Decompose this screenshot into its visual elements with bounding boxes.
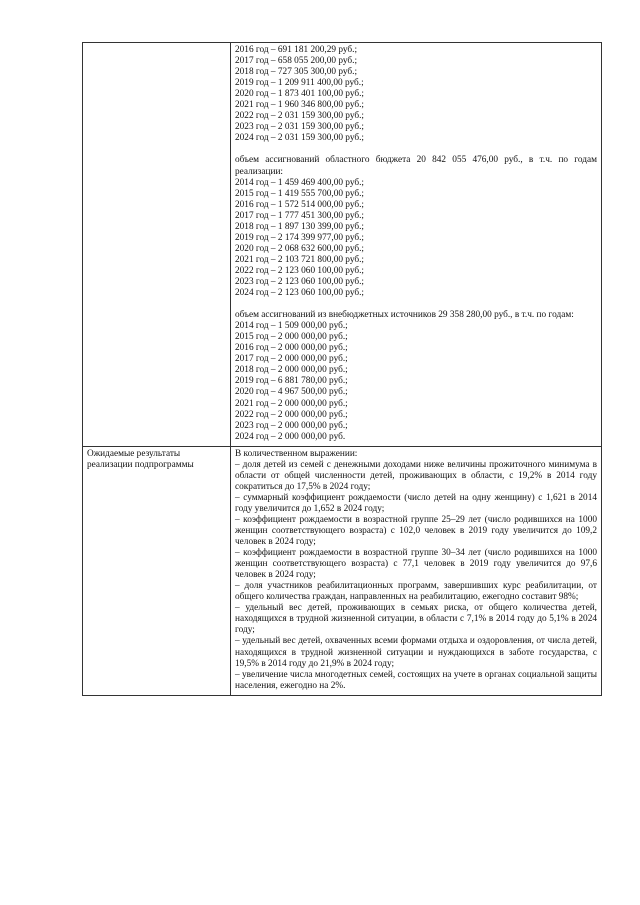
text-line: 2014 год – 1 509 000,00 руб.;	[235, 321, 348, 332]
text-line: 2022 год – 2 123 060 100,00 руб.;	[235, 265, 364, 276]
paragraph: – доля детей из семей с денежными доходами ниже величины прожиточного минимума в области от общей численности детей, проживающих в области, с 19,2% в 2014 году сократиться до 17,5% в 2024 году;	[235, 459, 597, 492]
text-line: 2023 год – 2 031 159 300,00 руб.;	[235, 122, 364, 133]
row-label: Ожидаемые результаты реализации подпрограммы	[87, 448, 194, 470]
paragraph: – доля участников реабилитационных программ, завершивших курс реабилитации, от общего количества граждан, направленных на реабилитацию, ежегодно составит 98%;	[235, 581, 597, 603]
row-content-cell	[231, 446, 602, 695]
text-line: 2019 год – 1 209 911 400,00 руб.;	[235, 78, 364, 89]
text-line: 2020 год – 4 967 500,00 руб.;	[235, 387, 348, 398]
text-line: 2015 год – 1 419 555 700,00 руб.;	[235, 188, 364, 199]
table-row	[83, 43, 602, 447]
blank-line	[235, 144, 597, 155]
row-label-cell	[83, 43, 231, 447]
row-content-cell	[231, 43, 602, 447]
table-row	[83, 446, 602, 695]
text-line: 2019 год – 2 174 399 977,00 руб.;	[235, 232, 364, 243]
row-label-cell	[83, 446, 231, 695]
text-line: 2018 год – 727 305 300,00 руб.;	[235, 67, 358, 78]
text-line: 2023 год – 2 123 060 100,00 руб.;	[235, 276, 364, 287]
document-table	[82, 42, 602, 696]
paragraph: – увеличение числа многодетных семей, состоящих на учете в органах социальной защиты населения, ежегодно на 2%.	[235, 669, 597, 691]
paragraph: – удельный вес детей, охваченных всеми формами отдыха и оздоровления, от числа детей, находящихся в трудной жизненной ситуации и нуждающихся в заботе государства, с 19,5% в 2014 году до 21,9% в 2024 году;	[235, 636, 597, 669]
text-line: 2014 год – 1 459 469 400,00 руб.;	[235, 177, 364, 188]
text-line: В количественном выражении:	[235, 448, 358, 459]
text-line: 2022 год – 2 000 000,00 руб.;	[235, 409, 348, 420]
text-line: 2024 год – 2 031 159 300,00 руб.;	[235, 133, 364, 144]
text-line: 2017 год – 2 000 000,00 руб.;	[235, 354, 348, 365]
text-line: 2020 год – 2 068 632 600,00 руб.;	[235, 243, 364, 254]
paragraph: – коэффициент рождаемости в возрастной группе 25–29 лет (число родившихся на 1000 женщин соответствующего возраста) с 102,0 человек в 2019 году увеличится до 109,2 человек в 2024 году;	[235, 514, 597, 548]
paragraph: объем ассигнований из внебюджетных источников 29 358 280,00 руб., в т.ч. по годам:	[235, 310, 574, 321]
text-line: 2024 год – 2 123 060 100,00 руб.;	[235, 288, 364, 299]
text-line: 2018 год – 2 000 000,00 руб.;	[235, 365, 348, 376]
text-line: 2017 год – 658 055 200,00 руб.;	[235, 56, 358, 67]
text-line: 2016 год – 1 572 514 000,00 руб.;	[235, 199, 364, 210]
paragraph: объем ассигнований областного бюджета 20 842 055 476,00 руб., в т.ч. по годам реализации:	[235, 155, 597, 177]
paragraph: – удельный вес детей, проживающих в семьях риска, от общего количества детей, находящихся в трудной жизненной ситуации, в области с 7,1% в 2014 году до 5,1% в 2024 году;	[235, 603, 597, 636]
text-line: 2017 год – 1 777 451 300,00 руб.;	[235, 210, 364, 221]
paragraph: – суммарный коэффициент рождаемости (число детей на одну женщину) с 1,621 в 2014 году увеличится до 1,652 в 2024 году;	[235, 492, 597, 514]
text-line: 2015 год – 2 000 000,00 руб.;	[235, 332, 348, 343]
text-line: 2022 год – 2 031 159 300,00 руб.;	[235, 111, 364, 122]
paragraph: – коэффициент рождаемости в возрастной группе 30–34 лет (число родившихся на 1000 женщин соответствующего возраста) с 77,1 человек в 2019 году увеличится до 97,6 человек в 2024 году;	[235, 548, 597, 581]
text-line: 2018 год – 1 897 130 399,00 руб.;	[235, 221, 364, 232]
text-line: 2021 год – 2 103 721 800,00 руб.;	[235, 254, 364, 265]
text-line: 2021 год – 2 000 000,00 руб.;	[235, 398, 348, 409]
text-line: 2021 год – 1 960 346 800,00 руб.;	[235, 100, 364, 111]
text-line: 2020 год – 1 873 401 100,00 руб.;	[235, 89, 364, 100]
text-line: 2016 год – 2 000 000,00 руб.;	[235, 343, 348, 354]
text-line: 2019 год – 6 881 780,00 руб.;	[235, 376, 348, 387]
text-line: 2016 год – 691 181 200,29 руб.;	[235, 45, 358, 55]
text-line: 2023 год – 2 000 000,00 руб.;	[235, 420, 348, 431]
blank-line	[235, 299, 597, 310]
text-line: 2024 год – 2 000 000,00 руб.	[235, 431, 346, 442]
